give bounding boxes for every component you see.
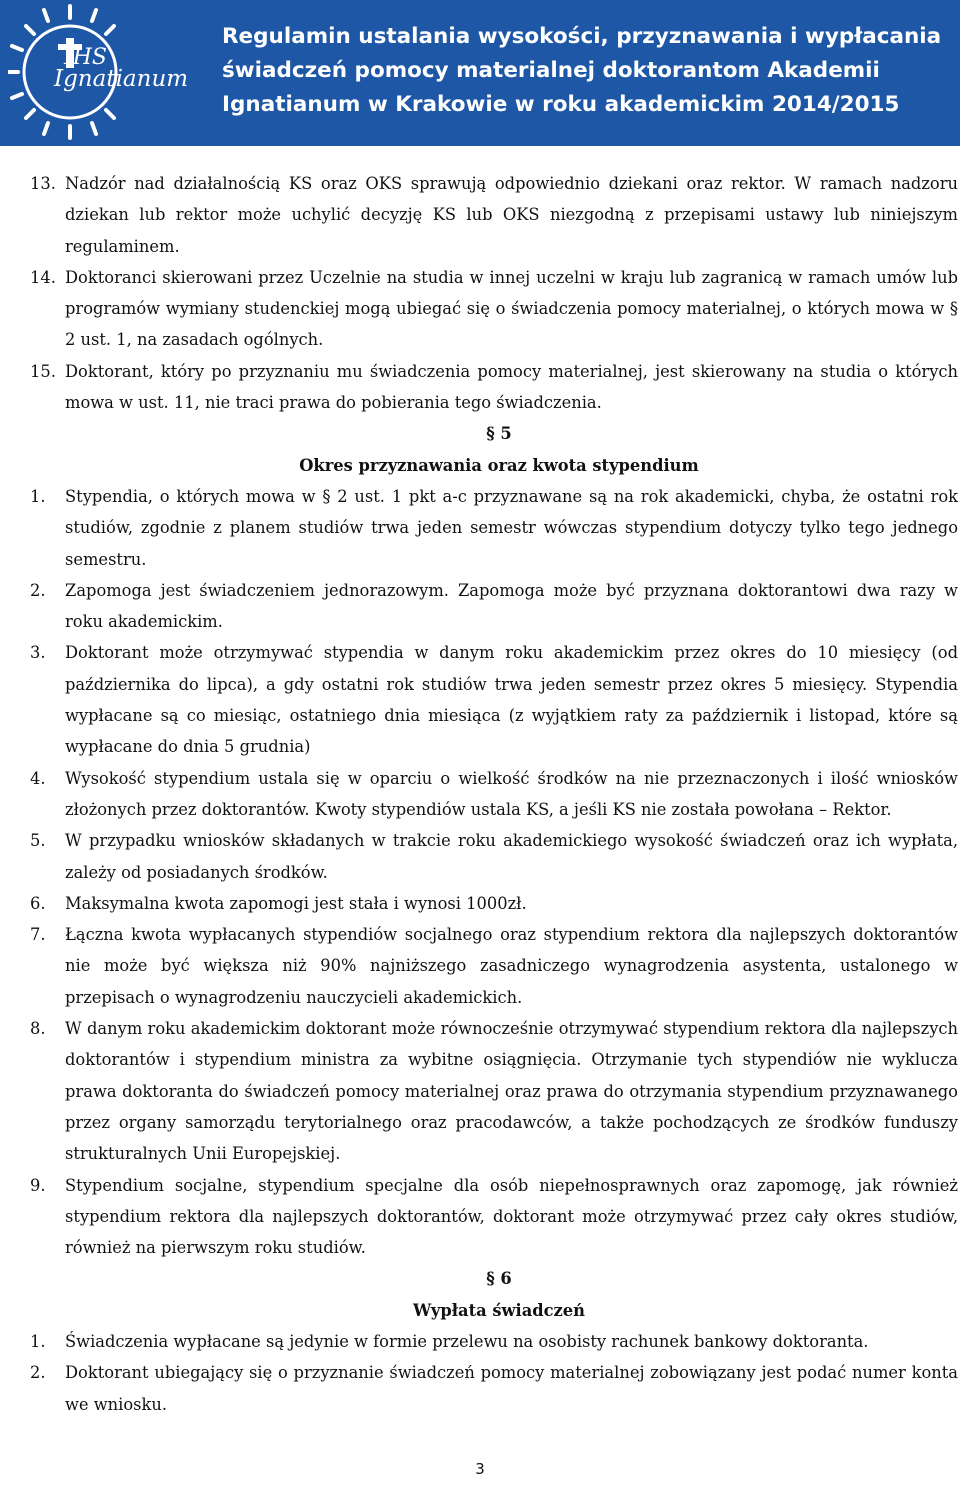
item-number: 2. <box>30 1363 46 1383</box>
section-sign: § 6 <box>486 1269 512 1289</box>
item-number: 6. <box>30 893 46 913</box>
item-text: W danym roku akademickim doktorant może równocześnie otrzymywać stypendium rektora dla najlepszych doktorantów i stypendium ministra za wybitne osiągnięcia. Otrzymanie tych stypendiów nie wyklucza prawa doktoranta do świadczeń pomocy materialnej oraz prawa do otrzymania stypendium przyznawanego przez organy samorządu terytorialnego oraz pracodawców, a także pochodzących ze środków funduszy strukturalnych Unii Europejskiej. <box>65 1019 958 1164</box>
title-line: Ignatianum w Krakowie w roku akademickim 2014/2015 <box>222 92 900 117</box>
item-number: 7. <box>30 925 46 945</box>
list-item <box>30 888 958 919</box>
list-item <box>30 1326 958 1357</box>
title-line: Regulamin ustalania wysokości, przyznawania i wypłacania <box>222 24 942 49</box>
item-number: 5. <box>30 831 46 851</box>
item-number: 8. <box>30 1019 46 1039</box>
list-item <box>30 1170 958 1264</box>
list-item <box>30 763 958 826</box>
item-number: 13. <box>30 174 56 193</box>
item-number: 3. <box>30 643 46 663</box>
item-number: 2. <box>30 580 46 600</box>
list-item <box>30 1013 958 1169</box>
document-body <box>30 168 958 1420</box>
list-item <box>30 262 958 356</box>
list-item <box>30 825 958 888</box>
list-item <box>30 637 958 762</box>
logo-monogram: IHS <box>64 45 107 70</box>
list-item <box>30 356 958 419</box>
section-heading: Wypłata świadczeń <box>413 1300 585 1320</box>
item-number: 1. <box>30 486 46 506</box>
list-item <box>30 1357 958 1420</box>
section-heading: Okres przyznawania oraz kwota stypendium <box>299 455 699 475</box>
list-item <box>30 919 958 1013</box>
item-text: Wysokość stypendium ustala się w oparciu o wielkość środków na nie przeznaczonych i ilość wniosków złożonych przez doktorantów. Kwoty stypendiów ustala KS, a jeśli KS nie została powołana – Rektor. <box>65 768 958 819</box>
item-text: Maksymalna kwota zapomogi jest stała i wynosi 1000zł. <box>65 893 527 913</box>
item-number: 15. <box>30 361 56 381</box>
list-item <box>30 168 958 262</box>
item-text: Świadczenia wypłacane są jedynie w formie przelewu na osobisty rachunek bankowy doktoranta. <box>65 1331 869 1351</box>
item-text: Zapomoga jest świadczeniem jednorazowym. Zapomoga może być przyznana doktorantowi dwa razy w roku akademickim. <box>65 580 958 632</box>
item-text: Nadzór nad działalnością KS oraz OKS sprawują odpowiednio dziekani oraz rektor. W ramach nadzoru dziekan lub rektor może uchylić decyzję KS lub OKS niezgodną z przepisami ustawy lub niniejszym regulaminem. <box>65 174 958 256</box>
item-text: Doktorant, który po przyznaniu mu świadczenia pomocy materialnej, jest skierowany na studia o których mowa w ust. 11, nie traci prawa do pobierania tego świadczenia. <box>65 361 958 413</box>
item-text: Stypendia, o których mowa w § 2 ust. 1 pkt a-c przyznawane są na rok akademicki, chyba, że ostatni rok studiów, zgodnie z planem studiów trwa jeden semestr wówczas stypendium dotyczy tylko tego jednego semestru. <box>65 486 958 569</box>
section-sign: § 5 <box>486 424 512 444</box>
item-number: 14. <box>30 267 56 287</box>
list-item <box>30 575 958 638</box>
document-title <box>222 20 952 122</box>
item-text: Doktorant ubiegający się o przyznanie świadczeń pomocy materialnej zobowiązany jest podać numer konta we wniosku. <box>65 1363 958 1414</box>
item-number: 1. <box>30 1331 46 1351</box>
logo-wordmark: Ignatianum <box>54 66 189 92</box>
header-band <box>0 0 960 146</box>
item-text: W przypadku wniosków składanych w trakcie roku akademickiego wysokość świadczeń oraz ich wypłata, zależy od posiadanych środków. <box>65 831 958 882</box>
title-line: świadczeń pomocy materialnej doktorantom Akademii <box>222 58 880 83</box>
item-text: Doktorant może otrzymywać stypendia w danym roku akademickim przez okres do 10 miesięcy (od października do lipca), a gdy ostatni rok studiów trwa jeden semestr przez okres 5 miesięcy. Stypendia wypłacane są co miesiąc, ostatniego dnia miesiąca (z wyjątkiem raty za październik i listopad, które są wypłacane do dnia 5 grudnia) <box>65 643 958 757</box>
university-seal-logo <box>8 2 208 140</box>
page-number: 3 <box>475 1460 485 1478</box>
item-text: Łączna kwota wypłacanych stypendiów socjalnego oraz stypendium rektora dla najlepszych doktorantów nie może być większa niż 90% najniższego zasadniczego wynagrodzenia asystenta, ustalonego w przepisach o wynagrodzeniu nauczycieli akademickich. <box>65 925 958 1007</box>
item-number: 4. <box>30 768 46 788</box>
list-item <box>30 481 958 575</box>
item-text: Stypendium socjalne, stypendium specjalne dla osób niepełnosprawnych oraz zapomogę, jak również stypendium rektora dla najlepszych doktorantów, doktorant może otrzymywać przez cały okres studiów, również na pierwszym roku studiów. <box>65 1175 958 1258</box>
item-text: Doktoranci skierowani przez Uczelnie na studia w innej uczelni w kraju lub zagranicą w ramach umów lub programów wymiany studenckiej mogą ubiegać się o świadczenia pomocy materialnej, o których mowa w § 2 ust. 1, na zasadach ogólnych. <box>65 267 958 350</box>
item-number: 9. <box>30 1175 46 1195</box>
